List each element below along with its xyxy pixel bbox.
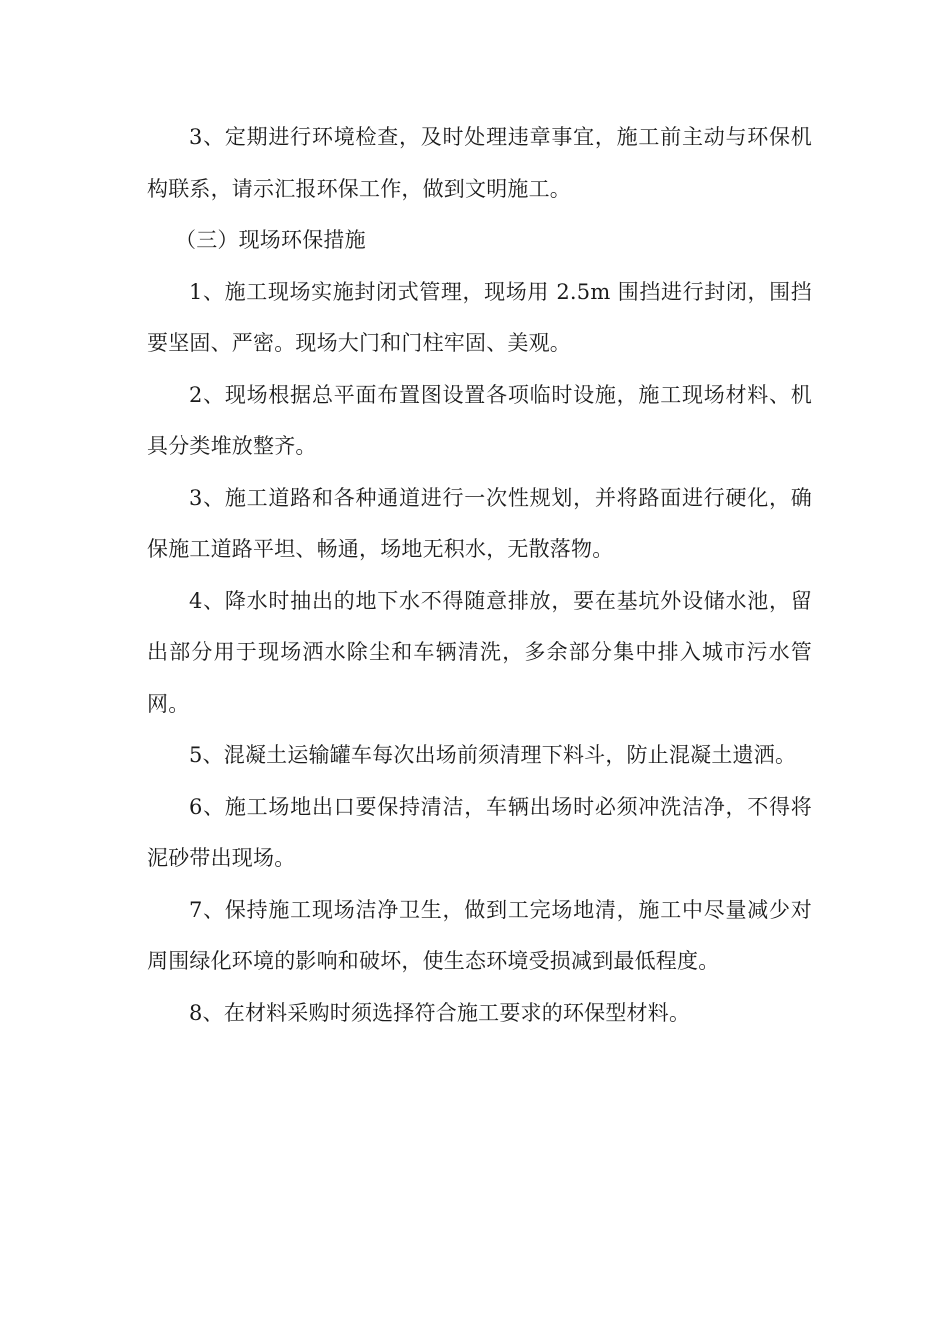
document-body [147,112,812,1039]
paragraph-item-4-dewatering: 4、降水时抽出的地下水不得随意排放，要在基坑外设储水池，留出部分用于现场洒水除尘和车辆清洗，多余部分集中排入城市污水管网。 [147,588,812,716]
paragraph-item-5-concrete: 5、混凝土运输罐车每次出场前须清理下料斗，防止混凝土遗洒。 [189,743,797,767]
paragraph-item-3-inspection: 3、定期进行环境检查，及时处理违章事宜，施工前主动与环保机构联系，请示汇报环保工作，做到文明施工。 [147,125,812,201]
paragraph-item-3-roads: 3、施工道路和各种通道进行一次性规划，并将路面进行硬化，确保施工道路平坦、畅通，场地无积水，无散落物。 [147,485,812,561]
paragraph-item-2-layout: 2、现场根据总平面布置图设置各项临时设施，施工现场材料、机具分类堆放整齐。 [147,382,812,458]
paragraph-item-1-enclosure: 1、施工现场实施封闭式管理，现场用 2.5m 围挡进行封闭，围挡要坚固、严密。现场大门和门柱牢固、美观。 [147,279,812,355]
section-heading-site-measures: （三）现场环保措施 [175,228,366,252]
paragraph-item-8-materials: 8、在材料采购时须选择符合施工要求的环保型材料。 [189,1000,691,1025]
paragraph-item-6-exit: 6、施工场地出口要保持清洁，车辆出场时必须冲洗洁净，不得将泥砂带出现场。 [147,794,812,870]
paragraph-item-7-hygiene: 7、保持施工现场洁净卫生，做到工完场地清，施工中尽量减少对周围绿化环境的影响和破坏，使生态环境受损减到最低程度。 [147,897,812,973]
